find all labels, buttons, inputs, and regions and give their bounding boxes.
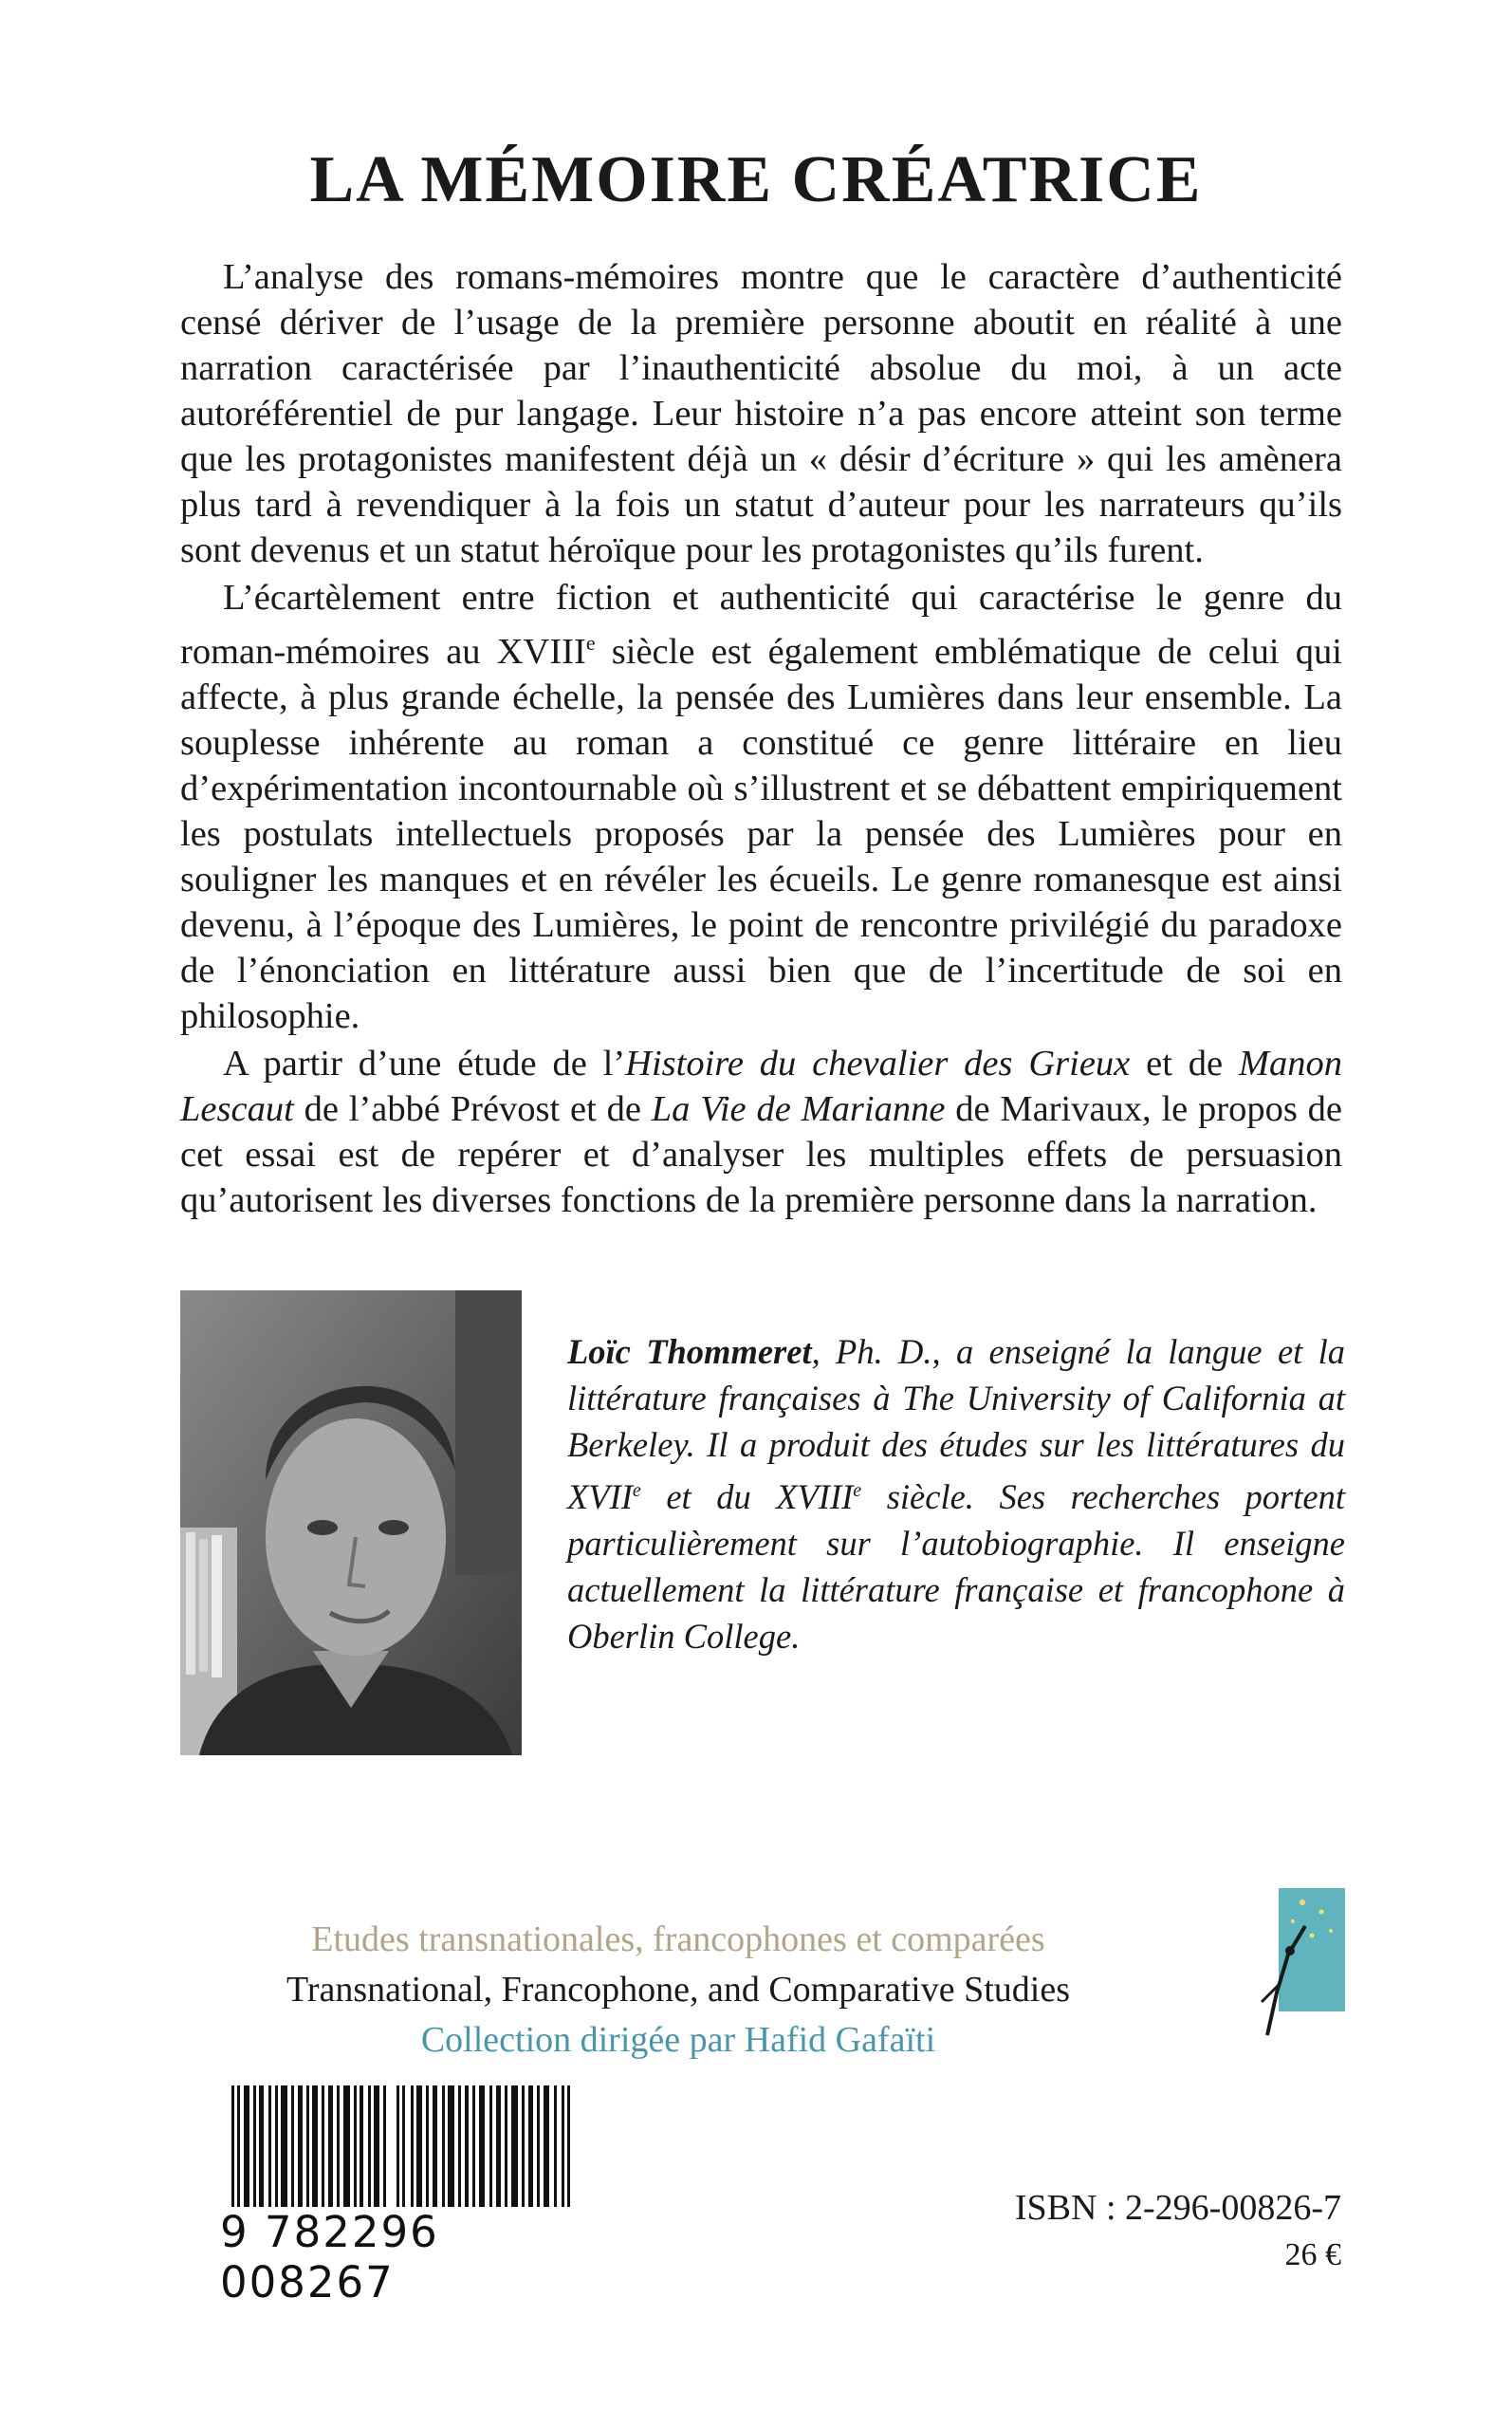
- back-cover-blurb: [180, 254, 1342, 1225]
- reaching-figure-stars-icon: [1250, 1888, 1345, 2040]
- series-block: [180, 1915, 1176, 2066]
- blurb-paragraph-3: A partir d’une étude de l’Histoire du chevalier des Grieux et de Manon Lescaut de l’abbé Prévost et de La Vie de Marianne de Marivaux, le propos de cet essai est de repérer et d’analyser les multiples effets de persuasion qu’autorisent les diverses fonctions de la première personne dans la narration.: [180, 1043, 1342, 1220]
- isbn: ISBN : 2-296-00826-7: [1014, 2188, 1341, 2228]
- author-bio: Loïc Thommeret, Ph. D., a enseigné la langue et la littérature françaises à The University of California at Berkeley. Il a produit des études sur les littératures du XVIIe et du XVIIIe siècle. Ses recherches portent particulièrement sur l’autobiographie. Il enseigne actuellement la littérature française et francophone à Oberlin College.: [567, 1332, 1345, 1657]
- author-name: Loïc Thommeret: [567, 1332, 812, 1371]
- author-photo: [180, 1290, 522, 1755]
- series-logo: [1250, 1888, 1345, 2040]
- series-title-english: Transnational, Francophone, and Comparative Studies: [286, 1970, 1071, 2010]
- series-title-french: Etudes transnationales, francophones et comparées: [311, 1919, 1045, 1959]
- series-director: Collection dirigée par Hafid Gafaïti: [420, 2020, 936, 2060]
- price: 26 €: [1284, 2237, 1341, 2272]
- barcode-digits: 9 782296 008267: [216, 2207, 618, 2307]
- blurb-paragraph-2: L’écartèlement entre fiction et authenticité qui caractérise le genre du roman-mémoires au XVIIIe siècle est également emblématique de celui qui affecte, à plus grande échelle, la pensée des Lumières dans leur ensemble. La souplesse inhérente au roman a constitué ce genre littéraire en lieu d’expérimentation incontournable où s’illustrent et se débattent empiriquement les postulats intellectuels proposés par la pensée des Lumières pour en souligner les manques et en révéler les écueils. Le genre romanesque est ainsi devenu, à l’époque des Lumières, le point de rencontre privilégié du paradoxe de l’énonciation en littérature aussi bien que de l’incertitude de soi en philosophie.: [180, 578, 1343, 1036]
- blurb-paragraph-1: L’analyse des romans-mémoires montre que le caractère d’authenticité censé dériver de l’usage de la première personne aboutit en réalité à une narration caractérisée par l’inauthenticité absolue du moi, à un acte autoréférentiel de pur langage. Leur histoire n’a pas encore atteint son terme que les protagonistes manifestent déjà un « désir d’écriture » qui les amènera plus tard à revendiquer à la fois un statut d’auteur pour les narrateurs qu’ils sont devenus et un statut héroïque pour les protagonistes qu’ils furent.: [180, 257, 1342, 570]
- author-portrait-image: [180, 1290, 522, 1755]
- book-title: LA MÉMOIRE CRÉATRICE: [309, 143, 1203, 216]
